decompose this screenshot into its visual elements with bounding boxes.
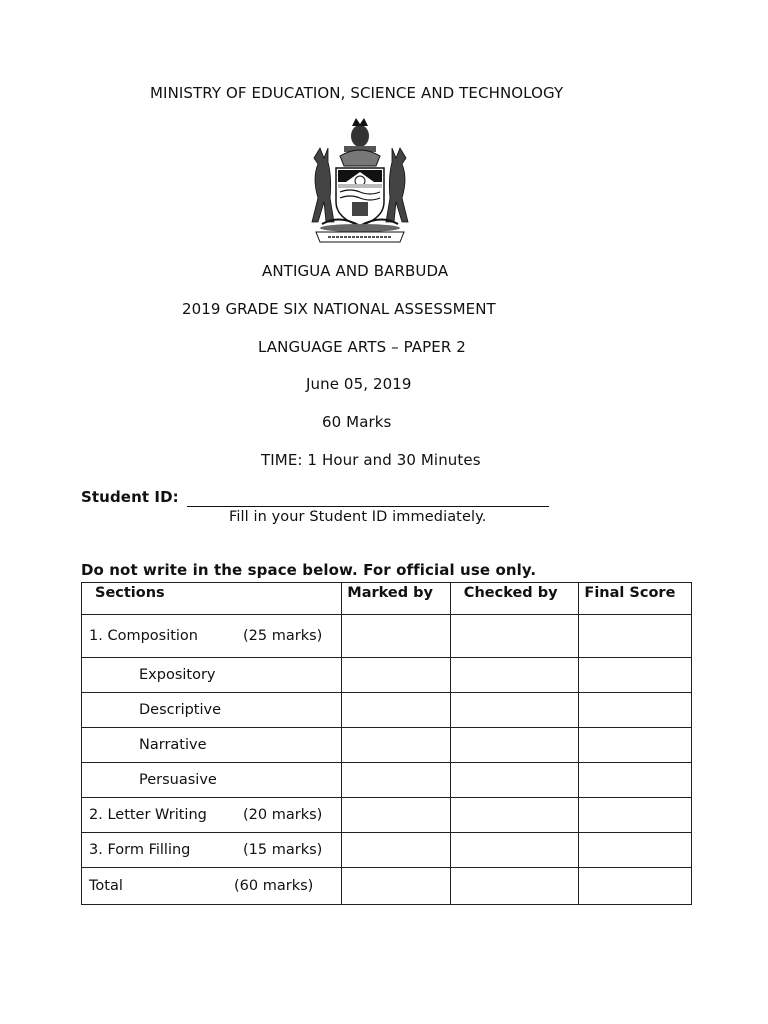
table-row — [82, 658, 692, 693]
column-header-final-score: Final Score — [579, 583, 692, 615]
section-cell — [82, 615, 342, 658]
final-score-cell[interactable] — [579, 615, 692, 658]
table-row — [82, 693, 692, 728]
marked-by-cell[interactable] — [342, 763, 451, 798]
section-cell — [82, 833, 342, 868]
section-marks: (25 marks) — [243, 628, 323, 644]
final-score-cell[interactable] — [579, 868, 692, 905]
column-header-sections: Sections — [82, 583, 342, 615]
checked-by-cell[interactable] — [450, 833, 579, 868]
section-cell — [82, 658, 342, 693]
column-header-marked-by: Marked by — [342, 583, 451, 615]
final-score-cell[interactable] — [579, 658, 692, 693]
section-name: Expository — [139, 667, 216, 683]
table-row — [82, 798, 692, 833]
student-id-hint: Fill in your Student ID immediately. — [229, 509, 487, 525]
section-marks: (60 marks) — [234, 878, 314, 894]
section-name: Narrative — [139, 737, 207, 753]
marked-by-cell[interactable] — [342, 658, 451, 693]
checked-by-cell[interactable] — [450, 693, 579, 728]
table-row — [82, 833, 692, 868]
checked-by-cell[interactable] — [450, 658, 579, 693]
final-score-cell[interactable] — [579, 833, 692, 868]
section-name: Total — [89, 878, 123, 894]
exam-date: June 05, 2019 — [306, 375, 412, 393]
section-cell — [82, 763, 342, 798]
section-marks: (20 marks) — [243, 807, 323, 823]
student-id-label: Student ID: — [81, 488, 179, 506]
checked-by-cell[interactable] — [450, 615, 579, 658]
exam-time: TIME: 1 Hour and 30 Minutes — [261, 451, 481, 469]
marked-by-cell[interactable] — [342, 833, 451, 868]
table-row — [82, 615, 692, 658]
section-name: Persuasive — [139, 772, 217, 788]
section-name: 2. Letter Writing — [89, 807, 207, 823]
marked-by-cell[interactable] — [342, 798, 451, 833]
checked-by-cell[interactable] — [450, 868, 579, 905]
table-header-row — [82, 583, 692, 615]
section-cell — [82, 728, 342, 763]
final-score-cell[interactable] — [579, 763, 692, 798]
section-cell — [82, 798, 342, 833]
marked-by-cell[interactable] — [342, 868, 451, 905]
section-name: Descriptive — [139, 702, 222, 718]
table-row-total — [82, 868, 692, 905]
checked-by-cell[interactable] — [450, 798, 579, 833]
paper-title: LANGUAGE ARTS – PAPER 2 — [258, 338, 466, 356]
checked-by-cell[interactable] — [450, 728, 579, 763]
table-row — [82, 763, 692, 798]
ministry-heading: MINISTRY OF EDUCATION, SCIENCE AND TECHNOLOGY — [150, 84, 564, 102]
final-score-cell[interactable] — [579, 693, 692, 728]
section-cell — [82, 693, 342, 728]
marked-by-cell[interactable] — [342, 693, 451, 728]
assessment-title: 2019 GRADE SIX NATIONAL ASSESSMENT — [182, 300, 496, 318]
official-use-notice: Do not write in the space below. For official use only. — [81, 561, 537, 579]
section-name: 3. Form Filling — [89, 842, 191, 858]
coat-of-arms-icon — [300, 118, 420, 246]
final-score-cell[interactable] — [579, 728, 692, 763]
table-row — [82, 728, 692, 763]
country-heading: ANTIGUA AND BARBUDA — [262, 262, 449, 280]
official-score-table — [81, 582, 692, 905]
section-name: 1. Composition — [89, 628, 198, 644]
checked-by-cell[interactable] — [450, 763, 579, 798]
marked-by-cell[interactable] — [342, 728, 451, 763]
section-marks: (15 marks) — [243, 842, 323, 858]
marked-by-cell[interactable] — [342, 615, 451, 658]
student-id-field[interactable] — [187, 506, 549, 507]
total-marks: 60 Marks — [322, 413, 392, 431]
column-header-checked-by: Checked by — [450, 583, 579, 615]
section-cell — [82, 868, 342, 905]
final-score-cell[interactable] — [579, 798, 692, 833]
